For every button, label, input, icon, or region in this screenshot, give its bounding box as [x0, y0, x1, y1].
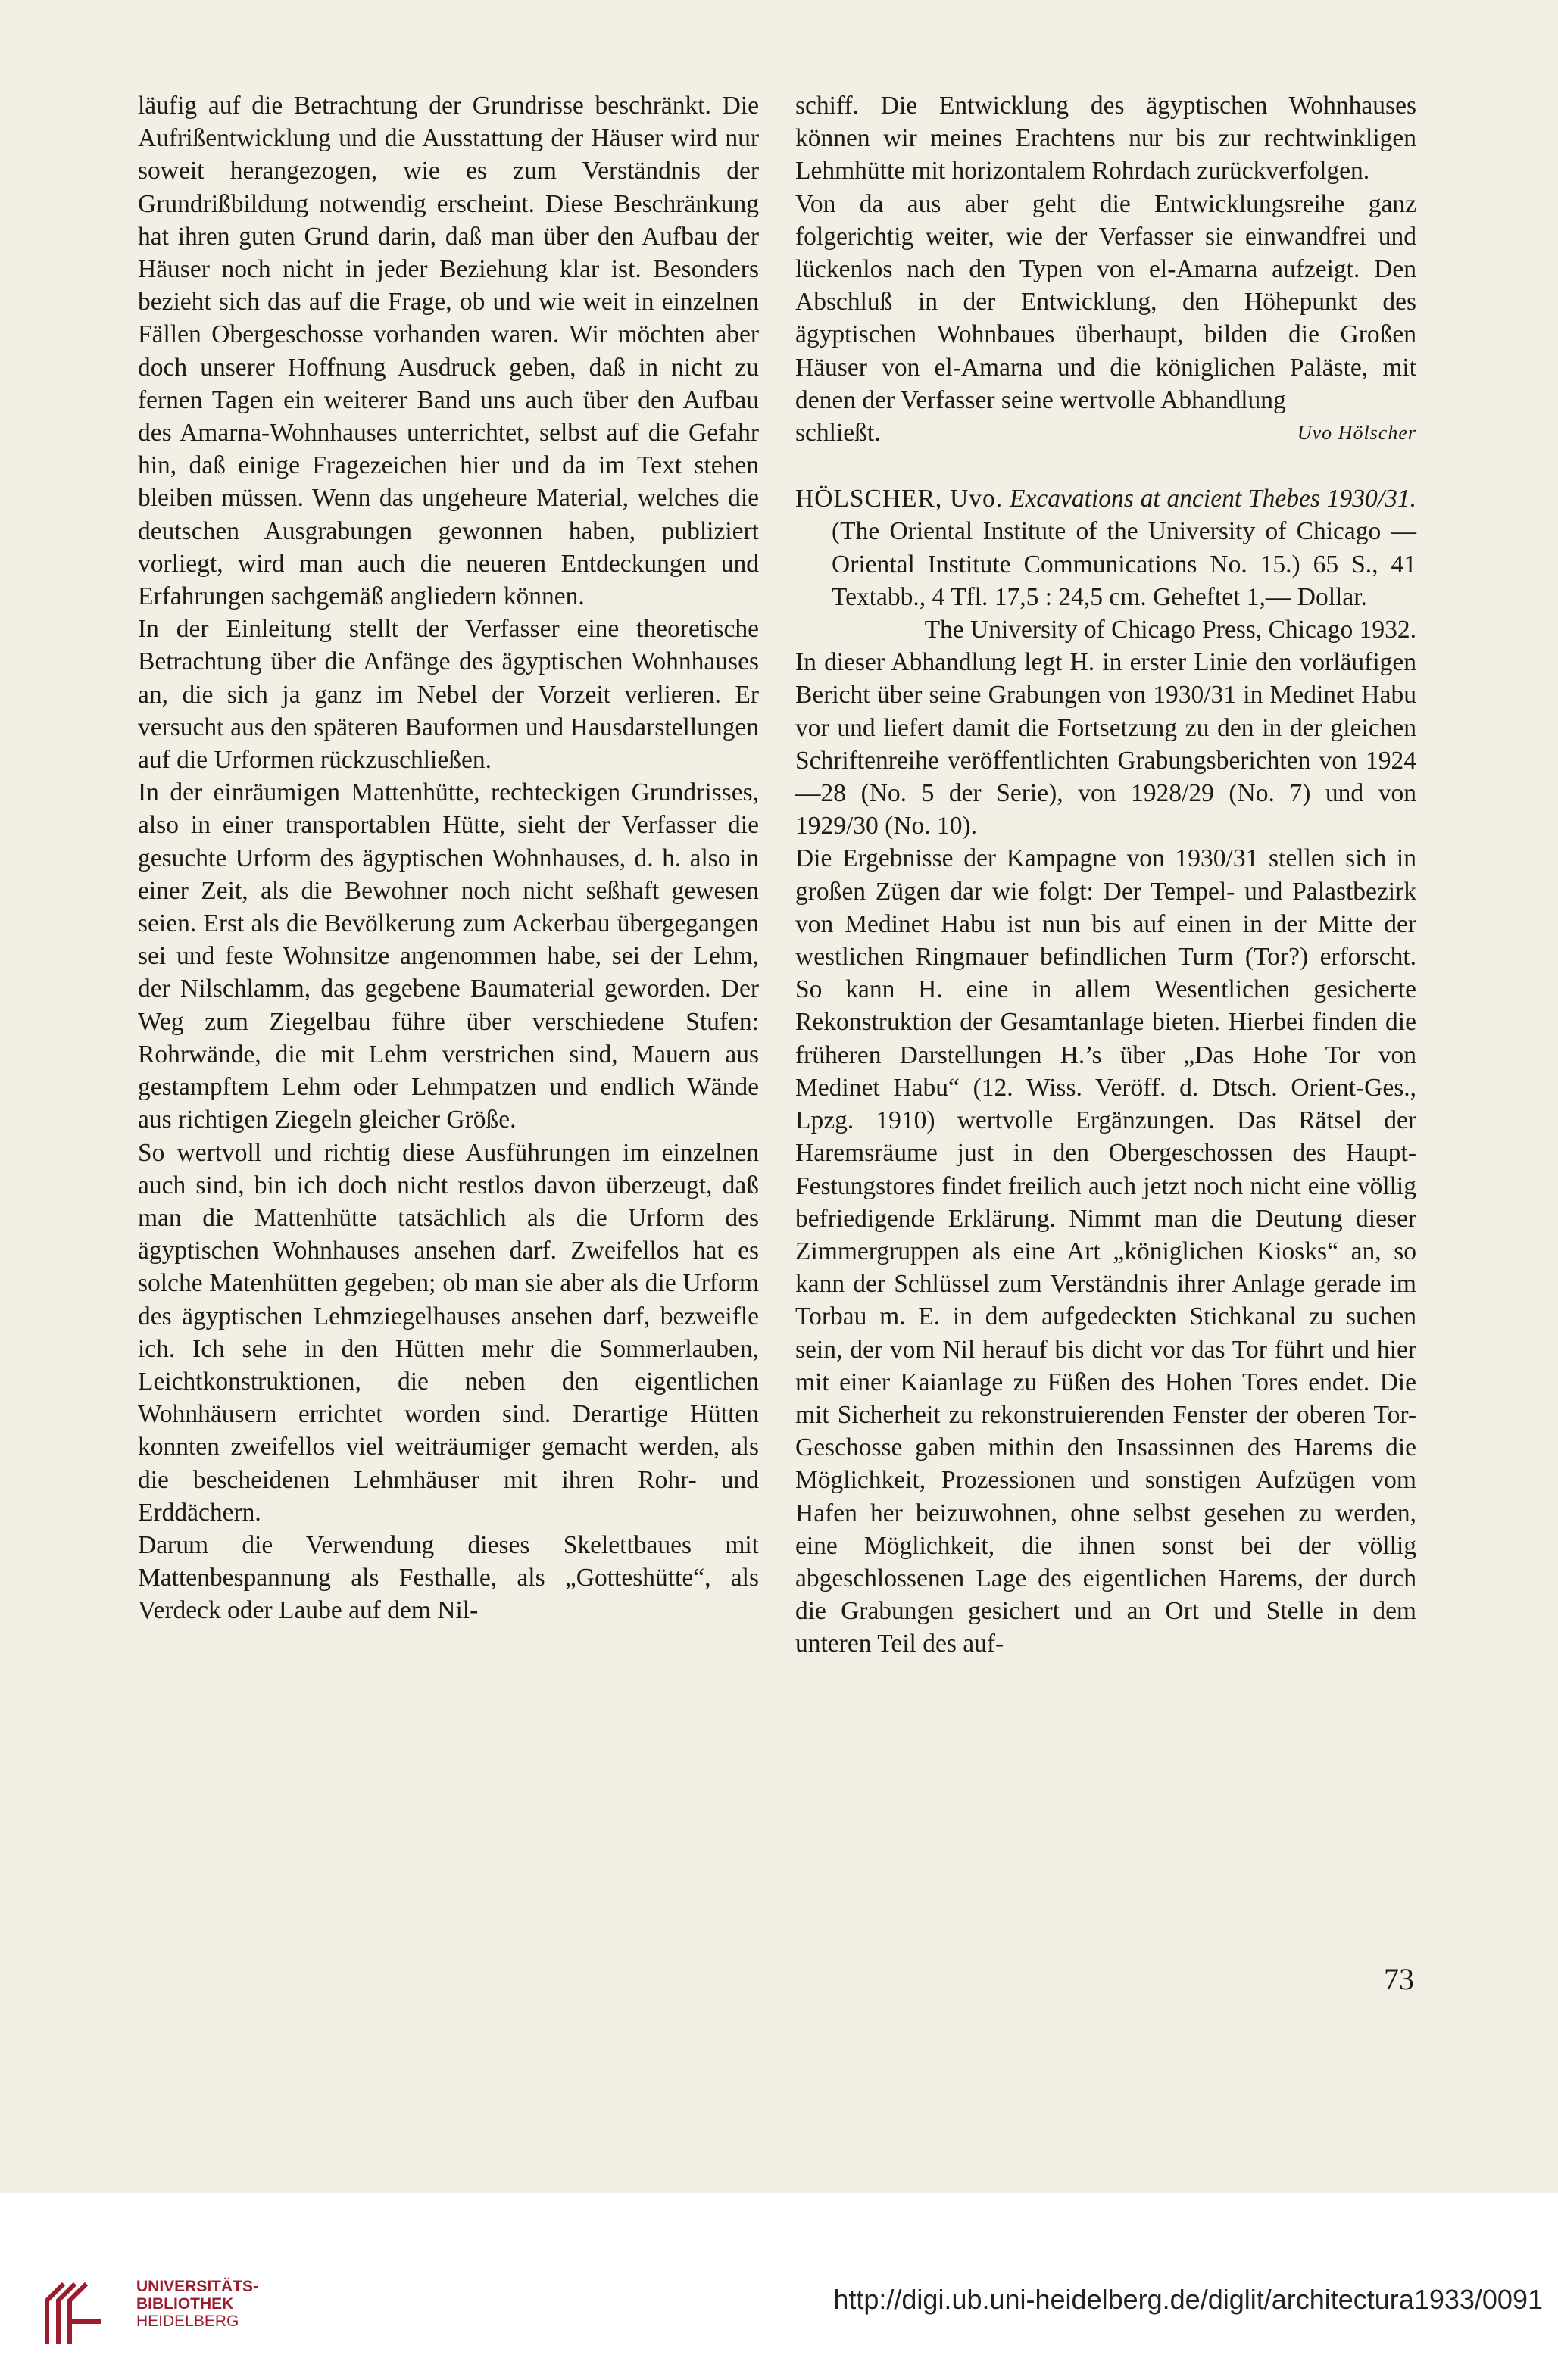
paragraph: Die Ergebnisse der Kampagne von 1930/31 stellen sich in großen Zügen dar wie folgt: Der Tempel- und Palastbezirk von Medinet Habu ist nun bis auf einen in der Mitte der westlichen Ringmauer befindlichen Turm (Tor?) erforscht. So kann H. eine in allem Wesentlichen gesicherte Rekonstruktion der Gesamtanlage bieten. Hierbei finden die früheren Darstellungen H.’s über „Das Hohe Tor von Medinet Habu“ (12. Wiss. Veröff. d. Dtsch. Orient-Ges., Lpzg. 1910) wertvolle Ergänzungen. Das Rätsel der Haremsräume just in den Obergeschossen des Haupt-Festungstores findet freilich auch jetzt noch nicht eine völlig befriedigende Erklärung. Nimmt man die Deutung dieser Zimmergruppen als eine Art „königlichen Kiosks“ an, so kann der Schlüssel zum Verständnis ihrer Anlage gerade im Torbau m. E. in dem aufgedeckten Stichkanal zu suchen sein, der vom Nil herauf bis dicht vor das Tor führt und hier mit einer Kaianlage zu Füßen des Hohen Tores endet. Die mit Sicherheit zu rekonstruierenden Fenster der oberen Tor-Geschosse gaben mithin den Insassinnen des Harems die Möglichkeit, Prozessionen und sonstigen Aufzügen vom Hafen her beizuwohnen, ohne selbst gesehen zu werden, eine Möglichkeit, die ihnen sonst bei der völlig abgeschlossenen Lage des eigentlichen Harems, der durch die Grabungen gesichert und an Ort und Stelle in dem unteren Teil des auf-: [795, 844, 1416, 1658]
paragraph-end: schließt.: [795, 419, 881, 448]
bibliographic-entry: [795, 482, 1416, 613]
left-column: [138, 89, 759, 1627]
paragraph: In dieser Abhandlung legt H. in erster Linie den vorläufigen Bericht über seine Grabungen von 1930/31 in Medinet Habu vor und liefert damit die Fortsetzung zu den in der gleichen Schriftenreihe veröffentlichten Grabungsberichten von 1924—28 (No. 5 der Serie), von 1928/29 (No. 7) und von 1929/30 (No. 10).: [795, 648, 1416, 841]
paragraph: [795, 188, 1416, 416]
paragraph: So wertvoll und richtig diese Ausführungen im einzelnen auch sind, bin ich doch nicht restlos davon überzeugt, daß man die Mattenhütte tatsächlich als die Urform des ägyptischen Wohnhauses ansehen darf. Zweifellos hat es solche Matenhütten gegeben; ob man sie aber als die Urform des ägyptischen Lehmziegelhauses ansehen darf, bezweifle ich. Ich sehe in den Hütten mehr die Sommerlauben, Leichtkonstruktionen, die neben den eigentlichen Wohnhäusern errichtet worden sind. Derartige Hütten konnten zweifellos viel weiträumiger gemacht werden, als die bescheidenen Lehmhäuser mit ihren Rohr- und Erddächern.: [138, 1138, 759, 1527]
bib-title: Excavations at ancient Thebes 1930/31.: [1010, 485, 1416, 513]
source-url[interactable]: http://digi.ub.uni-heidelberg.de/diglit/architectura1933/0091: [833, 2284, 1543, 2315]
paragraph-text: Von da aus aber geht die Entwicklungsreihe ganz folgerichtig weiter, wie der Verfasser sie einwandfrei und lückenlos nach den Typen von el-Amarna aufzeigt. Den Abschluß in der Entwicklung, den Höhepunkt des ägyptischen Wohnbaues überhaupt, bilden die Großen Häuser von el-Amarna und die königlichen Paläste, mit denen der Verfasser seine wertvolle Abhandlung: [795, 189, 1416, 414]
library-name-line: BIBLIOTHEK: [136, 2295, 234, 2313]
library-name: [136, 2278, 258, 2330]
page-number: 73: [1384, 1962, 1414, 1996]
paragraph: In der einräumigen Mattenhütte, rechteckigen Grundrisses, also in einer transportablen Hütte, sieht der Verfasser die gesuchte Urform des ägyptischen Wohnhauses, d. h. also in einer Zeit, als die Bewohner noch nicht seßhaft gewesen seien. Erst als die Bevölkerung zum Ackerbau übergegangen sei und feste Wohnsitze angenommen habe, sei der Lehm, der Nilschlamm, das gegebene Baumaterial geworden. Der Weg zum Ziegelbau führe über verschiedene Stufen: Rohrwände, die mit Lehm verstrichen sind, Mauern aus gestampftem Lehm oder Lehmpatzen und endlich Wände aus richtigen Ziegeln gleicher Größe.: [138, 778, 759, 1134]
library-logo-icon: [33, 2276, 124, 2352]
bib-author: HÖLSCHER, Uvo.: [795, 485, 1004, 513]
paragraph: schiff. Die Entwicklung des ägyptischen Wohnhauses können wir meines Erachtens nur bis zur rechtwinkligen Lehmhütte mit horizontalem Rohrdach zurückverfolgen.: [795, 92, 1416, 186]
paragraph: In der Einleitung stellt der Verfasser eine theoretische Betrachtung über die Anfänge des ägyptischen Wohnhauses an, die sich ja ganz im Nebel der Vorzeit verlieren. Er versucht aus den späteren Bauformen und Hausdarstellungen auf die Urformen rückzuschließen.: [138, 615, 759, 775]
paragraph: läufig auf die Betrachtung der Grundrisse beschränkt. Die Aufrißentwicklung und die Ausstattung der Häuser wird nur soweit herangezogen, wie es zum Verständnis der Grundrißbildung notwendig erscheint. Diese Beschränkung hat ihren guten Grund darin, daß man über den Aufbau der Häuser noch nicht in jeder Beziehung klar ist. Besonders bezieht sich das auf die Frage, ob und wie weit in einzelnen Fällen Obergeschosse vorhanden waren. Wir möchten aber doch unserer Hoffnung Ausdruck geben, daß in nicht zu fernen Tagen ein weiterer Band uns auch über den Aufbau des Amarna-Wohnhauses unterrichtet, selbst auf die Gefahr hin, daß einige Fragezeichen hier und da im Text stehen bleiben müssen. Wenn das ungeheure Material, welches die deutschen Ausgrabungen gewonnen haben, publiziert vorliegt, wird man auch die neueren Entdeckungen und Erfahrungen sachgemäß angliedern können.: [138, 92, 759, 611]
paragraph: Darum die Verwendung dieses Skelettbaues mit Mattenbespannung als Festhalle, als „Gotteshütte“, als Verdeck oder Laube auf dem Nil-: [138, 1530, 759, 1625]
footer-bar: [0, 2193, 1558, 2380]
library-name-line: HEIDELBERG: [136, 2313, 239, 2330]
signature-line: [795, 416, 1416, 449]
review-signature: Uvo Hölscher: [1297, 422, 1416, 444]
right-column: [795, 89, 1416, 1661]
bib-publisher: The University of Chicago Press, Chicago 1932.: [924, 616, 1416, 644]
library-name-line: UNIVERSITÄTS-: [136, 2278, 259, 2295]
bib-details: (The Oriental Institute of the University of Chicago — Oriental Institute Communications No. 15.) 65 S., 41 Textabb., 4 Tfl. 17,5 : 24,5 cm. Geheftet 1,— Dollar.: [832, 517, 1416, 611]
